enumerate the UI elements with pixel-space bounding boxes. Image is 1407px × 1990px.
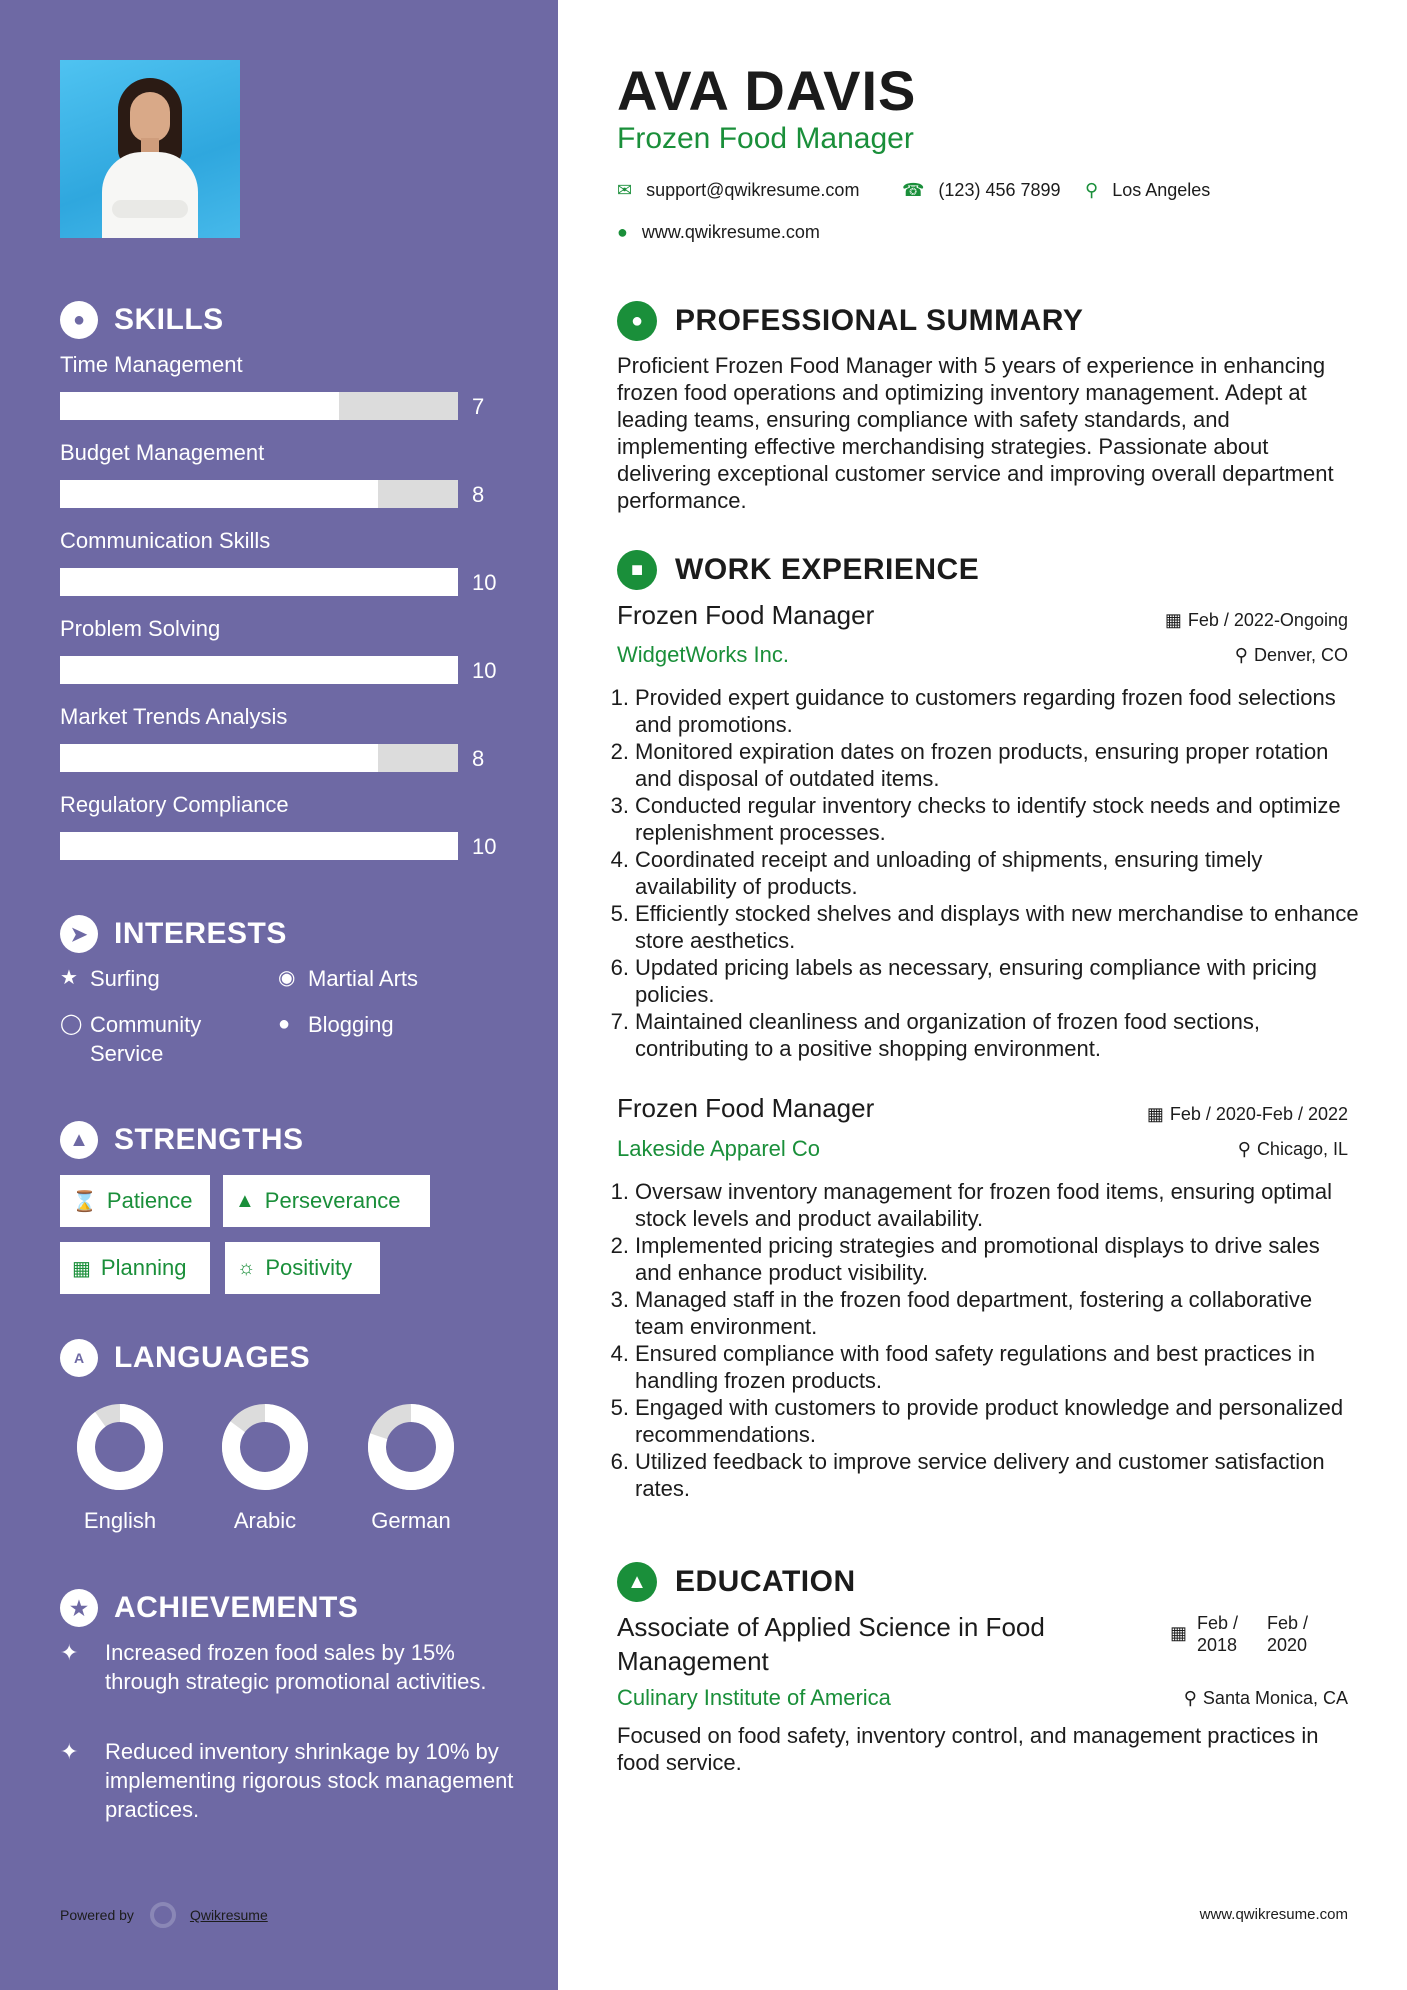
strengths-heading bbox=[60, 1120, 304, 1160]
language-item bbox=[361, 1402, 461, 1534]
star-burst-icon: ✦ bbox=[60, 1640, 79, 1665]
achievement-text: Increased frozen food sales by 15% through strategic promotional activities. bbox=[105, 1640, 487, 1694]
skill-bar bbox=[60, 744, 458, 772]
interest-label: Martial Arts bbox=[308, 966, 419, 991]
graduation-cap-icon: ▲ bbox=[617, 1562, 657, 1602]
education-dates bbox=[1170, 1612, 1337, 1656]
skill-level: 8 bbox=[472, 746, 485, 771]
interest-item bbox=[278, 1010, 394, 1039]
duty-item: 2. Monitored expiration dates on frozen products, ensuring proper rotation and disposal of outdated items. bbox=[610, 739, 1329, 791]
education-description: Focused on food safety, inventory control, and management practices in food service. bbox=[617, 1723, 1319, 1775]
summary-title: PROFESSIONAL SUMMARY bbox=[675, 304, 1084, 337]
job-title: Frozen Food Manager bbox=[617, 1093, 875, 1123]
duty-item: 3. Conducted regular inventory checks to identify stock needs and optimize replenishment processes. bbox=[610, 793, 1341, 845]
envelope-icon: ✉ bbox=[617, 180, 633, 200]
website-text: www.qwikresume.com bbox=[641, 222, 820, 242]
map-pin-icon: ⚲ bbox=[1085, 180, 1099, 200]
interests-heading bbox=[60, 914, 287, 954]
globe-icon: ◉ bbox=[278, 967, 296, 989]
translate-icon: A bbox=[60, 1339, 98, 1377]
language-name: English bbox=[83, 1508, 157, 1533]
skill-bar-fill bbox=[60, 568, 458, 596]
job-dates bbox=[1147, 1104, 1348, 1125]
skill-item bbox=[60, 440, 520, 507]
skills-heading bbox=[60, 300, 224, 340]
calendar-icon: ▦ bbox=[72, 1257, 91, 1280]
strength-badge bbox=[225, 1242, 380, 1294]
skill-name: Communication Skills bbox=[60, 528, 271, 553]
language-ring bbox=[366, 1402, 456, 1492]
strength-badge bbox=[60, 1242, 210, 1294]
hand-icon: ◯ bbox=[60, 1013, 83, 1035]
duty-item: 6. Updated pricing labels as necessary, ensuring compliance with pricing policies. bbox=[610, 955, 1317, 1007]
skills-title: SKILLS bbox=[114, 303, 224, 336]
powered-by-label: Powered by bbox=[60, 1907, 134, 1923]
skill-item bbox=[60, 792, 520, 859]
candidate-role: Frozen Food Manager bbox=[617, 122, 914, 155]
job-location-text: Chicago, IL bbox=[1256, 1139, 1348, 1159]
education-end: Feb / 2020 bbox=[1267, 1613, 1309, 1655]
skill-bar bbox=[60, 568, 458, 596]
hourglass-icon: ⌛ bbox=[72, 1190, 97, 1213]
interest-item bbox=[60, 1010, 201, 1068]
skill-bar bbox=[60, 392, 458, 420]
pin-icon: ⚲ bbox=[1183, 1688, 1197, 1708]
skill-bar-fill bbox=[60, 744, 378, 772]
contact-location bbox=[1085, 180, 1210, 201]
duty-item: 5. Efficiently stocked shelves and displays with new merchandise to enhance store aesthetics. bbox=[610, 901, 1359, 953]
duty-item: 6. Utilized feedback to improve service delivery and customer satisfaction rates. bbox=[610, 1449, 1325, 1501]
lightbulb-icon: ● bbox=[60, 301, 98, 339]
pin-icon: ⚲ bbox=[1234, 645, 1248, 665]
users-icon: ● bbox=[278, 1013, 291, 1035]
job-title: Frozen Food Manager bbox=[617, 600, 875, 630]
footer-url[interactable]: www.qwikresume.com bbox=[1199, 1906, 1348, 1923]
calendar-icon: ▦ bbox=[1146, 1104, 1164, 1124]
summary-heading bbox=[617, 300, 1083, 342]
skill-item bbox=[60, 352, 520, 419]
candidate-name: AVA DAVIS bbox=[617, 59, 917, 122]
job-location bbox=[1238, 1139, 1348, 1160]
duty-item: 7. Maintained cleanliness and organization of frozen food sections, contributing to a positive shopping environment. bbox=[610, 1009, 1260, 1061]
education-heading bbox=[617, 1561, 856, 1603]
skill-name: Market Trends Analysis bbox=[60, 704, 288, 729]
brand-link[interactable]: Qwikresume bbox=[189, 1907, 268, 1923]
language-ring-fill bbox=[86, 1413, 154, 1481]
interest-label bbox=[90, 1010, 201, 1068]
skill-name: Regulatory Compliance bbox=[60, 792, 289, 817]
globe-icon: ● bbox=[617, 222, 628, 242]
language-name: Arabic bbox=[233, 1508, 297, 1533]
skill-bar bbox=[60, 656, 458, 684]
skill-item bbox=[60, 616, 520, 683]
powered-by bbox=[60, 1902, 268, 1928]
phone-text: (123) 456 7899 bbox=[938, 180, 1061, 200]
language-ring bbox=[220, 1402, 310, 1492]
interest-label: Blogging bbox=[308, 1012, 394, 1037]
experience-title: WORK EXPERIENCE bbox=[675, 553, 980, 586]
skill-item bbox=[60, 704, 520, 771]
email-text: support@qwikresume.com bbox=[646, 180, 860, 200]
education-school: Culinary Institute of America bbox=[617, 1685, 891, 1710]
duty-item: 1. Oversaw inventory management for frozen food items, ensuring optimal stock levels and product availability. bbox=[610, 1179, 1332, 1231]
profile-photo bbox=[60, 60, 240, 238]
skill-name: Problem Solving bbox=[60, 616, 221, 641]
interest-label-line1: Community bbox=[90, 1012, 202, 1037]
job-company: WidgetWorks Inc. bbox=[617, 642, 789, 667]
fist-icon: ▲ bbox=[60, 1121, 98, 1159]
job-location bbox=[1235, 645, 1348, 666]
strength-badge bbox=[60, 1175, 210, 1227]
duty-item: 4. Coordinated receipt and unloading of shipments, ensuring timely availability of products. bbox=[610, 847, 1263, 899]
skill-bar-fill bbox=[60, 656, 458, 684]
skill-bar bbox=[60, 480, 458, 508]
skill-name: Budget Management bbox=[60, 440, 265, 465]
duty-item: 2. Implemented pricing strategies and promotional displays to drive sales and enhance product visibility. bbox=[610, 1233, 1320, 1285]
duty-item: 1. Provided expert guidance to customers regarding frozen food selections and promotions. bbox=[610, 685, 1336, 737]
briefcase-icon: ■ bbox=[617, 550, 657, 590]
job-dates bbox=[1165, 610, 1348, 631]
interest-item bbox=[60, 964, 160, 993]
skill-bar-fill bbox=[60, 480, 378, 508]
interests-title: INTERESTS bbox=[114, 917, 287, 950]
pin-icon: ⚲ bbox=[1237, 1139, 1251, 1159]
skill-level: 8 bbox=[472, 482, 485, 507]
strength-label: Planning bbox=[100, 1255, 187, 1280]
skill-item bbox=[60, 528, 520, 595]
interest-item bbox=[278, 964, 418, 993]
skill-bar bbox=[60, 832, 458, 860]
achievements-title: ACHIEVEMENTS bbox=[114, 1591, 359, 1624]
skill-bar-fill bbox=[60, 392, 339, 420]
calendar-icon: ▦ bbox=[1170, 1623, 1188, 1643]
languages-title: LANGUAGES bbox=[114, 1341, 311, 1374]
road-icon: ▲ bbox=[235, 1189, 255, 1212]
skill-bar-fill bbox=[60, 832, 458, 860]
user-icon: ● bbox=[617, 301, 657, 341]
location-text: Los Angeles bbox=[1112, 180, 1211, 200]
job-company: Lakeside Apparel Co bbox=[617, 1136, 821, 1161]
interest-label-line2: Service bbox=[90, 1041, 164, 1066]
paper-plane-icon: ➤ bbox=[60, 915, 98, 953]
job-dates-text: Feb / 2022-Ongoing bbox=[1187, 610, 1348, 630]
language-name: German bbox=[371, 1508, 451, 1533]
trophy-icon: ★ bbox=[60, 1589, 98, 1627]
interest-label: Surfing bbox=[90, 966, 160, 991]
education-location-text: Santa Monica, CA bbox=[1202, 1688, 1348, 1708]
achievements-heading bbox=[60, 1588, 358, 1628]
contact-phone[interactable] bbox=[902, 180, 1061, 201]
strength-label: Positivity bbox=[265, 1255, 353, 1280]
calendar-icon: ▦ bbox=[1164, 610, 1182, 630]
skill-level: 10 bbox=[472, 658, 497, 683]
contact-email[interactable] bbox=[617, 180, 859, 201]
language-item bbox=[70, 1402, 170, 1534]
job-location-text: Denver, CO bbox=[1253, 645, 1348, 665]
achievement-item bbox=[60, 1737, 520, 1824]
education-title: EDUCATION bbox=[675, 1565, 856, 1598]
skill-level: 7 bbox=[472, 394, 485, 419]
language-ring bbox=[75, 1402, 165, 1492]
achievement-item bbox=[60, 1638, 520, 1696]
skill-level: 10 bbox=[472, 834, 497, 859]
duty-item: 3. Managed staff in the frozen food department, fostering a collaborative team environment. bbox=[610, 1287, 1313, 1339]
summary-text: Proficient Frozen Food Manager with 5 years of experience in enhancing frozen food operations and optimizing inventory management. Adept at leading teams, ensuring compliance with safety standards, and implementing effective merchandising strategies. Passionate about delivering exceptional customer service and improving overall department performance. bbox=[617, 353, 1334, 513]
job-duties bbox=[610, 1178, 1360, 1502]
sun-icon: ☼ bbox=[237, 1256, 256, 1279]
contact-website[interactable] bbox=[617, 222, 820, 243]
education-start: Feb / 2018 bbox=[1197, 1613, 1239, 1655]
star-icon: ★ bbox=[60, 967, 78, 989]
strength-badge bbox=[223, 1175, 430, 1227]
qwikresume-logo-icon bbox=[150, 1902, 176, 1928]
language-item bbox=[215, 1402, 315, 1534]
languages-heading bbox=[60, 1338, 310, 1378]
strengths-title: STRENGTHS bbox=[114, 1123, 304, 1156]
sidebar bbox=[0, 0, 558, 1990]
strength-label: Perseverance bbox=[264, 1188, 401, 1213]
skill-level: 10 bbox=[472, 570, 497, 595]
education-degree: Associate of Applied Science in Food Management bbox=[617, 1612, 1045, 1676]
experience-heading bbox=[617, 549, 979, 591]
duty-item: 4. Ensured compliance with food safety regulations and best practices in handling frozen products. bbox=[610, 1341, 1315, 1393]
job-dates-text: Feb / 2020-Feb / 2022 bbox=[1169, 1104, 1348, 1124]
star-burst-icon: ✦ bbox=[60, 1739, 79, 1764]
duty-item: 5. Engaged with customers to provide product knowledge and personalized recommendations. bbox=[610, 1395, 1344, 1447]
strength-label: Patience bbox=[106, 1188, 193, 1213]
phone-icon: ☎ bbox=[902, 180, 925, 200]
education-location bbox=[1184, 1688, 1348, 1709]
job-duties bbox=[610, 684, 1360, 1062]
skill-name: Time Management bbox=[60, 352, 243, 377]
achievement-text: Reduced inventory shrinkage by 10% by implementing rigorous stock management practices. bbox=[105, 1739, 514, 1822]
